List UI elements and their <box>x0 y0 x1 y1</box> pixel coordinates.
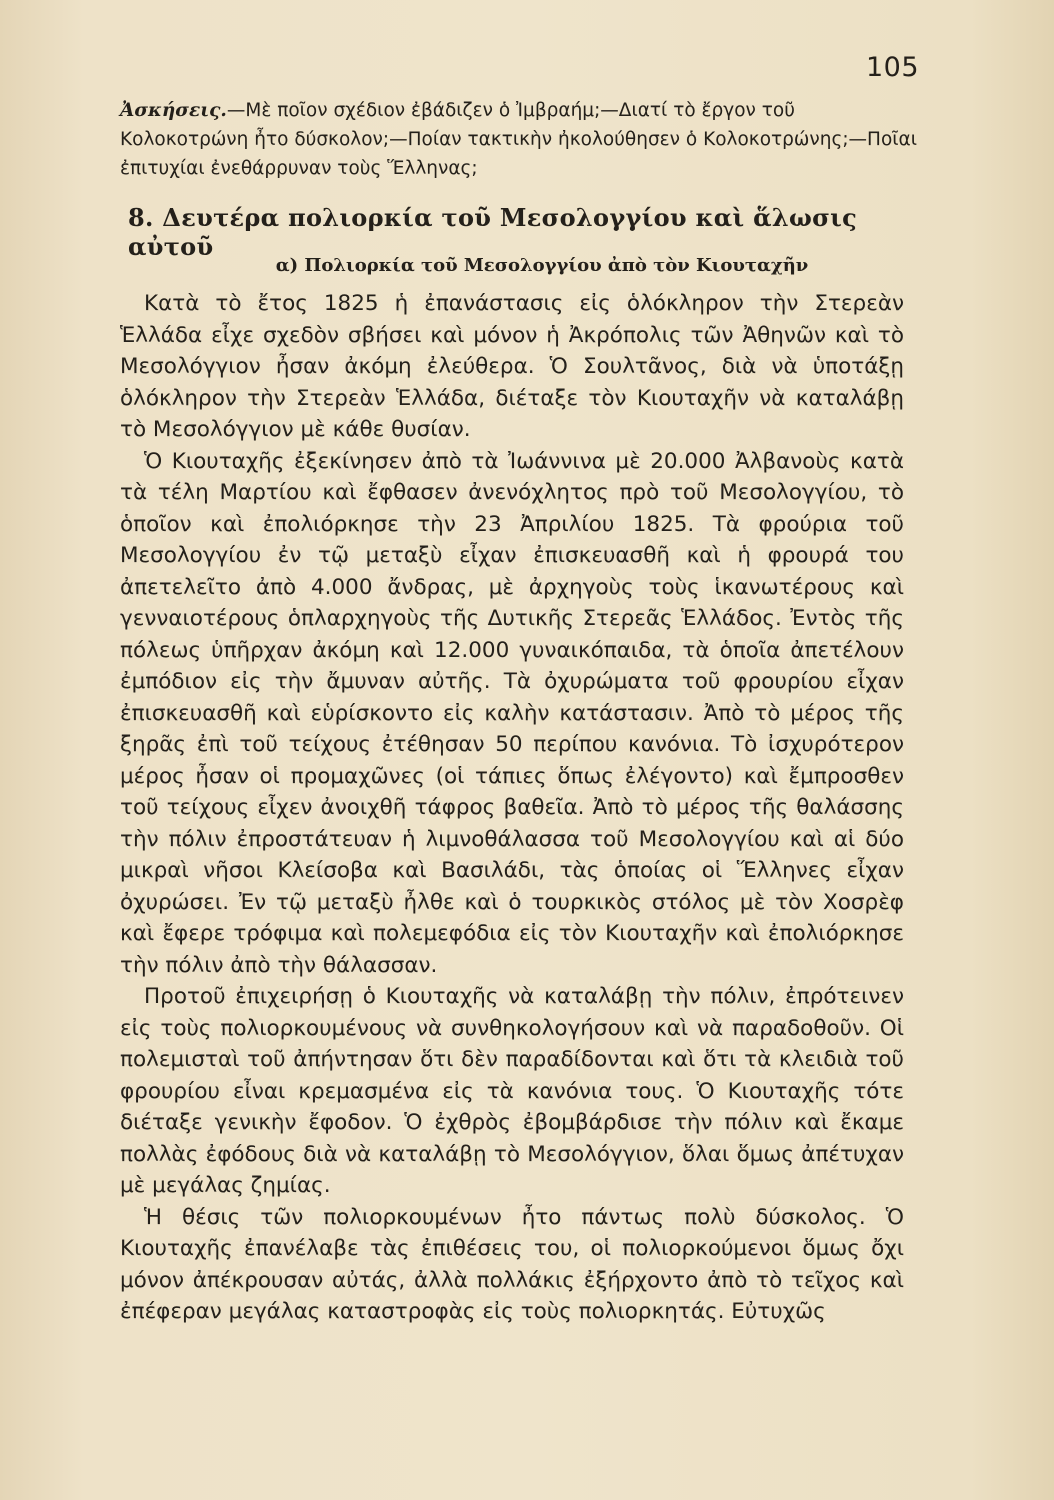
page-number: 105 <box>866 52 920 83</box>
paragraph: Ἡ θέσις τῶν πολιορκουμένων ἦτο πάντως πολὺ δύσκολος. Ὁ Κιουταχῆς ἐπανέλαβε τὰς ἐπιθέσεις του, οἱ πολιορκούμενοι ὅμως ὄχι μόνον ἀπέκρουσαν αὐτάς, ἀλλὰ πολλάκις ἐξήρχοντο ἀπὸ τὸ τεῖχος καὶ ἐπέφεραν μεγάλας καταστροφὰς εἰς τοὺς πολιορκητάς. Εὐτυχῶς <box>120 1204 904 1324</box>
paragraph: Προτοῦ ἐπιχειρήσῃ ὁ Κιουταχῆς νὰ καταλάβῃ τὴν πόλιν, ἐπρότεινεν εἰς τοὺς πολιορκουμένους νὰ συνθηκολογήσουν καὶ νὰ παραδοθοῦν. Οἱ πολεμισταὶ τοῦ ἀπήντησαν ὅτι δὲν παραδίδονται καὶ ὅτι τὰ κλειδιὰ τοῦ φρουρίου εἶναι κρεμασμένα εἰς τὰ κανόνια τους. Ὁ Κιουταχῆς τότε διέταξε γενικὴν ἔφοδον. Ὁ ἐχθρὸς ἐβομβάρδισε τὴν πόλιν καὶ ἔκαμε πολλὰς ἐφόδους διὰ νὰ καταλάβῃ τὸ Μεσολόγγιον, ὅλαι ὅμως ἀπέτυχαν μὲ μεγάλας ζημίας. <box>120 984 904 1198</box>
section-title: 8. Δευτέρα πολιορκία τοῦ Μεσολογγίου καὶ ἅλωσις αὐτοῦ <box>128 203 857 261</box>
section-subtitle: α) Πολιορκία τοῦ Μεσολογγίου ἀπὸ τὸν Κιουταχῆν <box>275 255 809 276</box>
exercises-text: —Μὲ ποῖον σχέδιον ἐβάδιζεν ὁ Ἰμβραήμ;—Διατί τὸ ἔργον τοῦ Κολοκοτρώνη ἦτο δύσκολον;—Ποίαν τακτικὴν ἠκολούθησεν ὁ Κολοκοτρώνης;—Ποῖαι ἐπιτυχίαι ἐνεθάρρυναν τοὺς Ἕλληνας; <box>120 100 917 179</box>
paragraph: Ὁ Κιουταχῆς ἐξεκίνησεν ἀπὸ τὰ Ἰωάννινα μὲ 20.000 Ἀλβανοὺς κατὰ τὰ τέλη Μαρτίου καὶ ἔφθασεν ἀνενόχλητος πρὸ τοῦ Μεσολογγίου, τὸ ὁποῖον καὶ ἐπολιόρκησε τὴν 23 Ἀπριλίου 1825. Τὰ φρούρια τοῦ Μεσολογγίου ἐν τῷ μεταξὺ εἶχαν ἐπισκευασθῆ καὶ ἡ φρουρά του ἀπετελεῖτο ἀπὸ 4.000 ἄνδρας, μὲ ἀρχηγοὺς τοὺς ἱκανωτέρους καὶ γενναιοτέρους ὁπλαρχηγοὺς τῆς Δυτικῆς Στερεᾶς Ἑλλάδος. Ἐντὸς τῆς πόλεως ὑπῆρχαν ἀκόμη καὶ 12.000 γυναικόπαιδα, τὰ ὁποῖα ἀπετέλουν ἐμπόδιον εἰς τὴν ἄμυναν αὐτῆς. Τὰ ὀχυρώματα τοῦ φρουρίου εἶχαν ἐπισκευασθῆ καὶ εὑρίσκοντο εἰς καλὴν κατάστασιν. Ἀπὸ τὸ μέρος τῆς ξηρᾶς ἐπὶ τοῦ τείχους ἐτέθησαν 50 περίπου κανόνια. Τὸ ἰσχυρότερον μέρος ἦσαν οἱ προμαχῶνες (οἱ τάπιες ὅπως ἐλέγοντο) καὶ ἔμπροσθεν τοῦ τείχους εἶχεν ἀνοιχθῆ τάφρος βαθεῖα. Ἀπὸ τὸ μέρος τῆς θαλάσσης τὴν πόλιν ἐπροστάτευαν ἡ λιμνοθάλασσα τοῦ Μεσολογγίου καὶ αἱ δύο μικραὶ νῆσοι Κλείσοβα καὶ Βασιλάδι, τὰς ὁποίας οἱ Ἕλληνες εἶχαν ὀχυρώσει. Ἐν τῷ μεταξὺ ἦλθε καὶ ὁ τουρκικὸς στόλος μὲ τὸν Χοσρὲφ καὶ ἔφερε τρόφιμα καὶ πολεμεφόδια εἰς τὸν Κιουταχῆν καὶ ἐπολιόρκησε τὴν πόλιν ἀπὸ τὴν θάλασσαν. <box>120 448 904 978</box>
exercises-label: Ἀσκήσεις. <box>120 100 227 121</box>
exercises-block <box>120 96 920 183</box>
paragraph: Κατὰ τὸ ἔτος 1825 ἡ ἐπανάστασις εἰς ὁλόκληρον τὴν Στερεὰν Ἑλλάδα εἶχε σχεδὸν σβήσει καὶ μόνον ἡ Ἀκρόπολις τῶν Ἀθηνῶν καὶ τὸ Μεσολόγγιον ἦσαν ἀκόμη ἐλεύθερα. Ὁ Σουλτᾶνος, διὰ νὰ ὑποτάξῃ ὁλόκληρον τὴν Στερεὰν Ἑλλάδα, διέταξε τὸν Κιουταχῆν νὰ καταλάβῃ τὸ Μεσολόγγιον μὲ κάθε θυσίαν. <box>120 291 904 442</box>
exercises-paragraph <box>120 96 920 183</box>
body-text <box>120 288 904 1328</box>
